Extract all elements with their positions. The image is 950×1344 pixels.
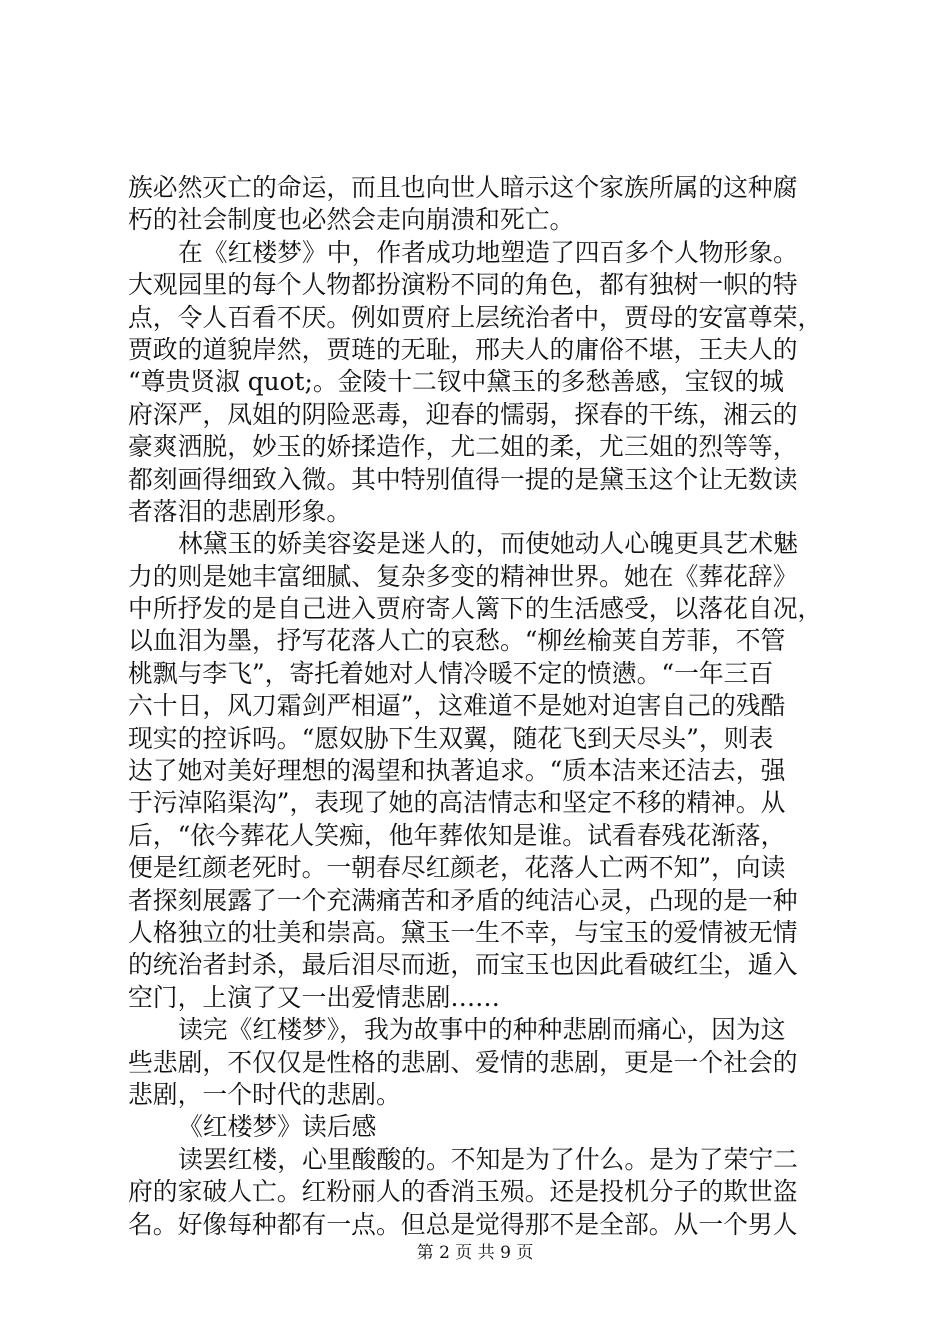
text-line: 以血泪为墨，抒写花落人亡的哀愁。“柳丝榆荚自芳菲，不管 <box>128 626 786 656</box>
text-line: 府深严，凤姐的阴险恶毒，迎春的懦弱，探春的干练，湘云的 <box>128 399 798 429</box>
text-line: 族必然灭亡的命运，而且也向世人暗示这个家族所属的这种腐 <box>128 173 798 202</box>
text-line: 名。好像每种都有一点。但总是觉得那不是全部。从一个男人 <box>128 1209 798 1239</box>
text-line: 悲剧，一个时代的悲剧。 <box>128 1079 401 1109</box>
text-line: 者探刻展露了一个充满痛苦和矛盾的纯洁心灵，凸现的是一种 <box>128 885 798 915</box>
text-line: 于污淖陷渠沟”，表现了她的高洁情志和坚定不移的精神。从 <box>128 788 786 818</box>
text-line: 空门，上演了又一出爱情悲剧…… <box>128 982 500 1012</box>
text-line: 的统治者封杀，最后泪尽而逝，而宝玉也因此看破红尘，遁入 <box>128 950 798 980</box>
text-line: 中所抒发的是自己进入贾府寄人篱下的生活感受，以落花自况， <box>128 594 823 624</box>
section-heading: 《红楼梦》读后感 <box>178 1112 377 1142</box>
document-body <box>128 172 828 1241</box>
text-line: 林黛玉的娇美容姿是迷人的，而使她动人心魄更具艺术魅 <box>178 529 798 559</box>
text-line: 便是红颜老死时。一朝春尽红颜老，花落人亡两不知”，向读 <box>128 853 786 883</box>
text-line: 者落泪的悲剧形象。 <box>128 496 352 526</box>
text-line: 都刻画得细致入微。其中特别值得一提的是黛玉这个让无数读 <box>128 464 798 494</box>
text-line: 点，令人百看不厌。例如贾府上层统治者中，贾母的安富尊荣， <box>128 302 823 332</box>
text-line: 大观园里的每个人物都扮演粉不同的角色，都有独树一帜的特 <box>128 270 798 300</box>
text-line: “尊贵贤淑 quot;。金陵十二钗中黛玉的多愁善感，宝钗的城 <box>128 367 784 397</box>
text-line: 桃飘与李飞”，寄托着她对人情冷暖不定的愤懑。“一年三百 <box>128 658 774 688</box>
text-line: 读罢红楼，心里酸酸的。不知是为了什么。是为了荣宁二 <box>178 1144 798 1174</box>
text-line: 达了她对美好理想的渴望和执著追求。“质本洁来还洁去，强 <box>128 756 786 786</box>
text-line: 些悲剧，不仅仅是性格的悲剧、爱情的悲剧，更是一个社会的 <box>128 1047 798 1077</box>
text-line: 六十日，风刀霜剑严相逼”，这难道不是她对迫害自己的残酷 <box>128 691 786 721</box>
text-line: 府的家破人亡。红粉丽人的香消玉殒。还是投机分子的欺世盗 <box>128 1177 798 1207</box>
text-line: 豪爽洒脱，妙玉的娇揉造作，尤二姐的柔，尤三姐的烈等等， <box>128 432 798 462</box>
text-line: 后，“依今葬花人笑痴，他年葬侬知是谁。试看春残花渐落， <box>128 820 786 850</box>
text-line: 读完《红楼梦》，我为故事中的种种悲剧而痛心，因为这 <box>178 1015 786 1045</box>
text-line: 在《红楼梦》中，作者成功地塑造了四百多个人物形象。 <box>178 237 798 267</box>
text-line: 贾政的道貌岸然，贾琏的无耻，邢夫人的庸俗不堪，王夫人的 <box>128 334 798 364</box>
text-line: 人格独立的壮美和崇高。黛玉一生不幸，与宝玉的爱情被无情 <box>128 917 798 947</box>
page-footer: 第 2 页 共 9 页 <box>416 1243 534 1263</box>
text-line: 现实的控诉吗。“愿奴胁下生双翼，随花飞到天尽头”，则表 <box>128 723 774 753</box>
text-line: 朽的社会制度也必然会走向崩溃和死亡。 <box>128 205 575 235</box>
text-line: 力的则是她丰富细腻、复杂多变的精神世界。她在《葬花辞》 <box>128 561 798 591</box>
